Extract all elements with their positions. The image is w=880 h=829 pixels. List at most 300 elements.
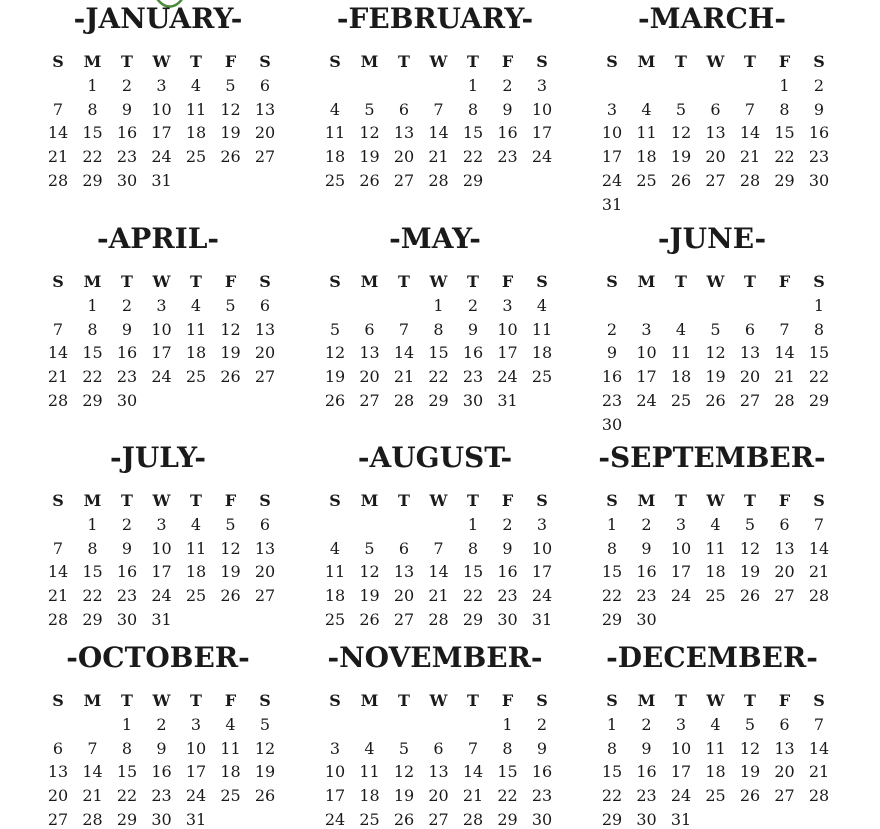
- day-cell: 26: [739, 586, 761, 606]
- day-cell: 18: [185, 343, 207, 363]
- day-cell: 4: [329, 99, 341, 119]
- day-cell: 5: [364, 99, 375, 119]
- day-cell: 28: [47, 609, 69, 629]
- day-cell: 26: [359, 609, 380, 629]
- day-cell: 1: [606, 715, 618, 734]
- day-cell: 21: [428, 147, 449, 167]
- day-cell: 30: [116, 609, 138, 629]
- day-cell: 4: [329, 538, 341, 558]
- day-cell: 24: [531, 586, 553, 606]
- day-cell: 18: [185, 562, 207, 582]
- day-cell: 18: [670, 367, 692, 387]
- day-cell: 10: [531, 538, 553, 558]
- day-cell: 20: [705, 147, 726, 167]
- day-cell: 28: [47, 390, 69, 410]
- day-cell: 17: [636, 367, 657, 387]
- day-cell: 15: [462, 123, 484, 143]
- day-cell: 25: [185, 586, 207, 606]
- day-cell: 8: [779, 99, 790, 119]
- month-title: -JUNE-: [657, 222, 767, 255]
- day-cell: 29: [601, 809, 623, 829]
- day-cell: 10: [151, 538, 172, 558]
- day-cell: 15: [116, 762, 138, 782]
- day-cell: 22: [462, 586, 484, 606]
- weekday-header: W: [706, 691, 725, 710]
- day-cell: 19: [739, 762, 761, 782]
- weekday-header: T: [190, 272, 202, 291]
- day-cell: 14: [47, 123, 69, 143]
- day-cell: 6: [398, 538, 410, 558]
- day-cell: 23: [636, 586, 657, 606]
- day-cell: 6: [744, 319, 756, 339]
- day-cell: 8: [813, 319, 825, 339]
- day-cell: 5: [744, 515, 756, 534]
- day-cell: 11: [185, 99, 207, 119]
- day-cell: 18: [185, 123, 207, 143]
- day-cell: 7: [433, 538, 444, 558]
- day-cell: 28: [47, 170, 69, 190]
- day-cell: 12: [393, 762, 415, 782]
- day-cell: 4: [190, 515, 202, 534]
- day-cell: 12: [739, 738, 761, 758]
- day-cell: 20: [254, 343, 276, 363]
- day-cell: 13: [359, 343, 380, 363]
- day-cell: 10: [670, 538, 692, 558]
- day-cell: 25: [220, 786, 241, 806]
- day-cell: 2: [467, 296, 479, 315]
- day-cell: 9: [121, 99, 133, 119]
- day-cell: 23: [808, 147, 830, 167]
- day-cell: 19: [254, 762, 276, 782]
- day-cell: 9: [502, 538, 513, 558]
- day-cell: 29: [462, 170, 484, 190]
- day-cell: 20: [47, 786, 69, 806]
- weekday-header: T: [675, 52, 687, 71]
- day-cell: 3: [329, 738, 341, 758]
- day-cell: 5: [329, 319, 341, 339]
- weekday-header: S: [536, 691, 548, 710]
- day-cell: 24: [670, 586, 692, 606]
- day-cell: 15: [462, 562, 484, 582]
- day-cell: 20: [428, 786, 449, 806]
- day-cell: 13: [254, 538, 276, 558]
- day-cell: 10: [151, 99, 172, 119]
- day-cell: 3: [156, 515, 167, 534]
- day-cell: 30: [601, 414, 623, 434]
- day-cell: 2: [536, 715, 548, 734]
- day-cell: 19: [324, 367, 346, 387]
- weekday-header: M: [83, 491, 102, 510]
- day-cell: 27: [47, 809, 69, 829]
- weekday-header: M: [83, 52, 102, 71]
- weekday-header: T: [398, 691, 410, 710]
- day-cell: 19: [705, 367, 726, 387]
- day-cell: 1: [502, 715, 513, 734]
- day-cell: 27: [705, 170, 726, 190]
- day-cell: 10: [531, 99, 553, 119]
- day-cell: 14: [808, 738, 830, 758]
- weekday-header: S: [606, 491, 618, 510]
- day-cell: 18: [531, 343, 553, 363]
- day-cell: 11: [705, 538, 726, 558]
- weekday-header: W: [152, 691, 171, 710]
- day-cell: 6: [398, 99, 410, 119]
- day-cell: 3: [156, 76, 167, 95]
- weekday-header: S: [813, 272, 825, 291]
- day-cell: 3: [536, 76, 548, 95]
- day-cell: 31: [601, 194, 623, 214]
- day-cell: 21: [774, 367, 795, 387]
- day-cell: 7: [813, 715, 825, 734]
- day-cell: 30: [116, 170, 138, 190]
- day-cell: 12: [359, 562, 380, 582]
- day-cell: 22: [82, 147, 103, 167]
- day-cell: 22: [774, 147, 795, 167]
- day-cell: 16: [808, 123, 830, 143]
- weekday-header: F: [501, 691, 514, 710]
- day-cell: 20: [254, 123, 276, 143]
- day-cell: 11: [636, 123, 657, 143]
- day-cell: 13: [774, 738, 795, 758]
- day-cell: 18: [220, 762, 241, 782]
- day-cell: 16: [116, 123, 138, 143]
- month-title: -SEPTEMBER-: [598, 441, 826, 474]
- day-cell: 26: [393, 809, 415, 829]
- weekday-header: T: [190, 691, 202, 710]
- month-title: -APRIL-: [96, 222, 220, 255]
- weekday-header: S: [259, 491, 271, 510]
- day-cell: 28: [428, 609, 449, 629]
- day-cell: 2: [606, 319, 618, 339]
- day-cell: 9: [467, 319, 479, 339]
- day-cell: 3: [675, 515, 687, 534]
- day-cell: 18: [636, 147, 657, 167]
- day-cell: 25: [705, 586, 726, 606]
- day-cell: 5: [364, 538, 375, 558]
- day-cell: 21: [428, 586, 449, 606]
- day-cell: 14: [774, 343, 795, 363]
- day-cell: 15: [497, 762, 518, 782]
- day-cell: 2: [121, 296, 133, 315]
- day-cell: 25: [185, 147, 207, 167]
- day-cell: 18: [705, 562, 726, 582]
- day-cell: 19: [220, 343, 241, 363]
- day-cell: 13: [739, 343, 761, 363]
- day-cell: 12: [670, 123, 692, 143]
- day-cell: 9: [156, 738, 167, 758]
- day-cell: 4: [710, 515, 721, 534]
- day-cell: 2: [641, 515, 652, 534]
- day-cell: 5: [710, 319, 721, 339]
- day-cell: 8: [121, 738, 133, 758]
- day-cell: 28: [774, 390, 795, 410]
- day-cell: 8: [467, 99, 479, 119]
- weekday-header: F: [224, 272, 237, 291]
- day-cell: 30: [151, 809, 172, 829]
- day-cell: 4: [190, 76, 202, 95]
- day-cell: 26: [739, 786, 761, 806]
- day-cell: 10: [636, 343, 657, 363]
- day-cell: 29: [462, 609, 484, 629]
- day-cell: 7: [813, 515, 825, 534]
- weekday-header: M: [637, 691, 656, 710]
- day-cell: 6: [52, 738, 64, 758]
- day-cell: 11: [185, 319, 207, 339]
- weekday-header: F: [224, 491, 237, 510]
- day-cell: 4: [364, 738, 375, 758]
- day-cell: 1: [467, 76, 479, 95]
- day-cell: 29: [497, 809, 518, 829]
- day-cell: 6: [710, 99, 721, 119]
- day-cell: 3: [675, 715, 687, 734]
- day-cell: 9: [641, 738, 652, 758]
- day-cell: 2: [121, 76, 133, 95]
- weekday-header: S: [259, 272, 271, 291]
- day-cell: 2: [121, 515, 133, 534]
- day-cell: 10: [151, 319, 172, 339]
- day-cell: 5: [225, 76, 236, 95]
- month-title: -FEBRUARY-: [336, 2, 534, 35]
- weekday-header: F: [224, 691, 237, 710]
- day-cell: 2: [502, 515, 513, 534]
- day-cell: 14: [808, 538, 830, 558]
- day-cell: 7: [52, 538, 64, 558]
- day-cell: 31: [185, 809, 207, 829]
- weekday-header: S: [536, 52, 548, 71]
- day-cell: 12: [254, 738, 276, 758]
- day-cell: 24: [497, 367, 518, 387]
- day-cell: 20: [254, 562, 276, 582]
- day-cell: 4: [225, 715, 236, 734]
- weekday-header: T: [744, 52, 756, 71]
- day-cell: 15: [808, 343, 830, 363]
- weekday-header: F: [778, 491, 791, 510]
- day-cell: 20: [393, 586, 415, 606]
- day-cell: 8: [433, 319, 444, 339]
- day-cell: 12: [739, 538, 761, 558]
- day-cell: 4: [641, 99, 652, 119]
- day-cell: 3: [536, 515, 548, 534]
- day-cell: 29: [82, 170, 103, 190]
- day-cell: 7: [744, 99, 756, 119]
- day-cell: 12: [220, 319, 241, 339]
- day-cell: 31: [670, 809, 692, 829]
- day-cell: 5: [744, 715, 756, 734]
- day-cell: 25: [324, 609, 346, 629]
- day-cell: 16: [531, 762, 553, 782]
- day-cell: 28: [808, 786, 830, 806]
- day-cell: 25: [324, 170, 346, 190]
- weekday-header: F: [501, 52, 514, 71]
- day-cell: 19: [739, 562, 761, 582]
- day-cell: 10: [670, 738, 692, 758]
- weekday-header: T: [121, 491, 133, 510]
- day-cell: 2: [502, 76, 513, 95]
- weekday-header: W: [152, 491, 171, 510]
- day-cell: 27: [359, 390, 380, 410]
- day-cell: 9: [606, 343, 618, 363]
- day-cell: 22: [82, 586, 103, 606]
- day-cell: 16: [497, 123, 518, 143]
- day-cell: 4: [190, 296, 202, 315]
- day-cell: 10: [601, 123, 623, 143]
- day-cell: 19: [220, 562, 241, 582]
- day-cell: 4: [710, 715, 721, 734]
- day-cell: 24: [531, 147, 553, 167]
- day-cell: 27: [774, 586, 795, 606]
- day-cell: 1: [813, 296, 825, 315]
- day-cell: 16: [151, 762, 172, 782]
- weekday-header: M: [360, 52, 379, 71]
- day-cell: 26: [359, 170, 380, 190]
- day-cell: 14: [428, 562, 449, 582]
- weekday-header: M: [360, 491, 379, 510]
- day-cell: 13: [393, 562, 415, 582]
- weekday-header: S: [259, 691, 271, 710]
- day-cell: 23: [116, 147, 138, 167]
- day-cell: 24: [185, 786, 207, 806]
- day-cell: 8: [87, 99, 98, 119]
- day-cell: 2: [813, 76, 825, 95]
- day-cell: 10: [185, 738, 207, 758]
- day-cell: 5: [398, 738, 410, 758]
- day-cell: 23: [531, 786, 553, 806]
- weekday-header: S: [813, 491, 825, 510]
- weekday-header: F: [778, 272, 791, 291]
- day-cell: 14: [462, 762, 484, 782]
- day-cell: 23: [116, 367, 138, 387]
- weekday-header: T: [675, 491, 687, 510]
- weekday-header: S: [329, 272, 341, 291]
- weekday-header: M: [83, 691, 102, 710]
- day-cell: 19: [359, 147, 380, 167]
- day-cell: 1: [779, 76, 790, 95]
- day-cell: 1: [121, 715, 133, 734]
- month-title: -JANUARY-: [73, 2, 243, 35]
- day-cell: 17: [151, 562, 172, 582]
- day-cell: 3: [156, 296, 167, 315]
- weekday-header: M: [83, 272, 102, 291]
- day-cell: 1: [467, 515, 479, 534]
- weekday-header: S: [52, 491, 64, 510]
- day-cell: 9: [813, 99, 825, 119]
- day-cell: 29: [774, 170, 795, 190]
- day-cell: 19: [359, 586, 380, 606]
- weekday-header: T: [467, 272, 479, 291]
- weekday-header: S: [52, 691, 64, 710]
- day-cell: 26: [220, 367, 241, 387]
- day-cell: 17: [185, 762, 207, 782]
- day-cell: 31: [497, 390, 518, 410]
- day-cell: 16: [601, 367, 623, 387]
- weekday-header: M: [360, 691, 379, 710]
- day-cell: 28: [428, 170, 449, 190]
- day-cell: 11: [220, 738, 241, 758]
- day-cell: 29: [428, 390, 449, 410]
- weekday-header: T: [190, 491, 202, 510]
- day-cell: 18: [359, 786, 380, 806]
- day-cell: 7: [433, 99, 444, 119]
- day-cell: 14: [739, 123, 761, 143]
- day-cell: 9: [502, 99, 513, 119]
- day-cell: 25: [185, 367, 207, 387]
- day-cell: 15: [428, 343, 449, 363]
- day-cell: 15: [774, 123, 795, 143]
- weekday-header: W: [706, 491, 725, 510]
- day-cell: 14: [393, 343, 415, 363]
- day-cell: 26: [705, 390, 726, 410]
- day-cell: 21: [393, 367, 415, 387]
- day-cell: 28: [808, 586, 830, 606]
- weekday-header: T: [467, 52, 479, 71]
- day-cell: 18: [324, 147, 346, 167]
- day-cell: 9: [641, 538, 652, 558]
- day-cell: 25: [705, 786, 726, 806]
- day-cell: 14: [47, 562, 69, 582]
- day-cell: 30: [462, 390, 484, 410]
- day-cell: 27: [393, 609, 415, 629]
- day-cell: 7: [398, 319, 410, 339]
- day-cell: 26: [324, 390, 346, 410]
- day-cell: 11: [185, 538, 207, 558]
- day-cell: 25: [670, 390, 692, 410]
- day-cell: 17: [670, 562, 692, 582]
- weekday-header: T: [398, 491, 410, 510]
- day-cell: 6: [433, 738, 444, 758]
- weekday-header: S: [813, 52, 825, 71]
- day-cell: 24: [151, 586, 172, 606]
- day-cell: 11: [359, 762, 380, 782]
- day-cell: 10: [324, 762, 346, 782]
- weekday-header: W: [152, 272, 171, 291]
- day-cell: 20: [774, 762, 795, 782]
- day-cell: 16: [497, 562, 518, 582]
- day-cell: 14: [428, 123, 449, 143]
- weekday-header: S: [329, 491, 341, 510]
- day-cell: 16: [116, 343, 138, 363]
- day-cell: 20: [739, 367, 761, 387]
- month-title: -JULY-: [110, 441, 206, 474]
- day-cell: 6: [779, 515, 790, 534]
- weekday-header: T: [467, 691, 479, 710]
- day-cell: 16: [462, 343, 484, 363]
- day-cell: 23: [636, 786, 657, 806]
- day-cell: 21: [808, 762, 830, 782]
- month-title: -NOVEMBER-: [327, 641, 543, 674]
- day-cell: 9: [121, 538, 133, 558]
- day-cell: 12: [220, 99, 241, 119]
- weekday-header: T: [190, 52, 202, 71]
- day-cell: 27: [254, 147, 276, 167]
- day-cell: 3: [502, 296, 513, 315]
- weekday-header: T: [121, 691, 133, 710]
- day-cell: 24: [601, 170, 623, 190]
- day-cell: 1: [87, 76, 98, 95]
- day-cell: 16: [636, 562, 657, 582]
- day-cell: 8: [502, 738, 513, 758]
- day-cell: 20: [393, 147, 415, 167]
- day-cell: 6: [259, 515, 271, 534]
- day-cell: 29: [82, 609, 103, 629]
- day-cell: 19: [220, 123, 241, 143]
- day-cell: 13: [774, 538, 795, 558]
- day-cell: 14: [82, 762, 103, 782]
- weekday-header: W: [152, 52, 171, 71]
- day-cell: 17: [324, 786, 346, 806]
- day-cell: 17: [601, 147, 623, 167]
- day-cell: 16: [636, 762, 657, 782]
- weekday-header: F: [501, 491, 514, 510]
